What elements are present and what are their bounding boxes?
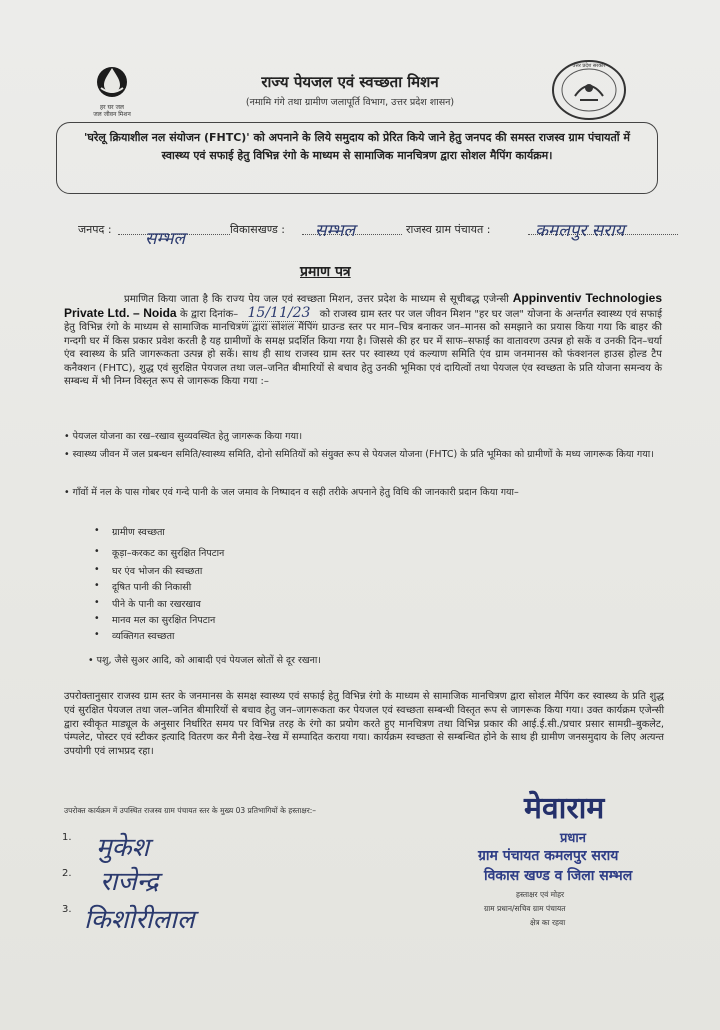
pradhan-signature: मेवाराम (524, 791, 605, 826)
participants-note: उपरोक्त कार्यक्रम में उपस्थित राजस्व ग्राम पंचायत स्तर के मुख्य 03 प्रतिभागियों के हस्ताक्षर:– (64, 806, 317, 815)
vikaskhand-value: सम्भल (315, 221, 356, 241)
p1-rest: को राजस्व ग्राम स्तर पर जल जीवन मिशन "हर घर जल" योजना के अन्तर्गत स्वास्थ्य एवं सफाई हेतु विभिन्न रंगो के माध्यम से सामाजिक मानचित्रण द्वारा सोशल मैपिंग ग्राउन्ड स्तर पर मान–चित्र बनाकर जन–मानस को समझाने का प्रयास किया गया कि बाहर की गन्दगी घर में किस प्रकार प्रवेश करती है यह ग्रामीणों के समक्ष प्रदर्शित किया गया है। जिससे की हर घर में साफ–सफाई का वातावरण उत्पन्न हो सकें व उनकी दिन–चर्या एंव स्वास्थ्य के प्रति जागरूकता उत्पन्न हो सकें। साथ ही साथ राजस्व ग्राम स्तर पर स्वास्थ्य एवं कल्याण समिति एंव ग्राम जनमानस को फंक्शनल हाउस होल्ड टैप कनैक्शन (FHTC), शुद्ध एवं सुरक्षित पेयजल तथा जल–जनित बीमारियों से बचाव हेतु उनकी भूमिका एवं दायित्वों तथा पेयजल एंव स्वच्छता के प्रति योजना समन्वय के सम्बन्ध में भी निम्न विस्तृत रूप से जागरूक किया गया :– (64, 308, 662, 387)
sub-item: • व्यक्तिगत स्वच्छता (112, 629, 175, 642)
gram-panchayat-label: राजस्व ग्राम पंचायत : (406, 223, 491, 236)
sub-item: • मानव मल का सुरक्षित निपटान (112, 613, 215, 626)
stamp-line-1: प्रधान (560, 831, 586, 846)
bullet-2: • स्वास्थ्य जीवन में जल प्रबन्धन समिति/स्वास्थ्य समिति, दोनो समितियों को संयुक्त रूप से पेयजल योजना (FHTC) के प्रति भूमिका को ग्रामीणों के मध्य जागरूक किया गया। (64, 449, 654, 460)
water-drop-icon (92, 62, 132, 100)
page-subtitle: (नमामि गंगे तथा ग्रामीण जलापूर्ति विभाग, उत्तर प्रदेश शासन) (245, 97, 455, 108)
janpad-value: सम्भल (145, 229, 186, 249)
sub-item: • ग्रामीण स्वच्छता (112, 525, 165, 538)
agency-name: Appinventiv Technologies Private Ltd. – Noida (64, 291, 663, 320)
p1-start: प्रमाणित किया जाता है कि राज्य पेय जल एवं स्वच्छता मिशन, उत्तर प्रदेश के माध्यम से सूचीबद्ध एजेन्सी (124, 294, 509, 305)
logo-left-caption: हर घर जल जल जीवन मिशन (93, 104, 131, 118)
paragraph-summary: उपरोक्तानुसार राजस्व ग्राम स्तर के जनमानस के समक्ष स्वास्थ्य एवं सफाई हेतु विभिन्न रंगो के माध्यम से सामाजिक मानचित्रण द्वारा सोशल मैपिंग कर स्वास्थ्य के प्रति शुद्ध एवं सुरक्षित पेयजल तथा जल–जनित बीमारियों से बचाव हेतु जन–जागरूकता कर पेयजल एवं स्वच्छता सम्बन्धी विस्तृत रूप से जागरूक किया गया। उक्त कार्यक्रम एजेन्सी द्वारा स्वीकृत माड्यूल के अनुसार निर्धारित समय पर विभिन्न तरह के रंगो का प्रयोग करते हुए मानचित्रण तथा विभिन्न प्रकार की आई.ई.सी./प्रचार प्रसार सामग्री–बुकलेट, पंम्पलेट, पोस्टर एवं स्टीकर इत्यादि वितरण कर मैनी देख–रेख में सम्पादित कराया गया। कार्यक्रम स्वच्छता से सम्बन्धित होने के साथ ही ग्रामीण जनसमुदाय के लिए अत्यन्त उपयोगी एवं लाभप्रद रहा। (64, 691, 664, 758)
sub-item: • दूषित पानी की निकासी (112, 580, 191, 593)
sub-item: • पीने के पानी का रखरखाव (112, 597, 201, 610)
stamp-line-2: ग्राम पंचायत कमलपुर सराय (478, 848, 619, 864)
sub-item: • कूड़ा–करकट का सुरक्षित निपटान (112, 546, 224, 559)
date-value: 15/11/23 (242, 305, 317, 322)
stamp-line-3: विकास खण्ड व जिला सम्भल (484, 868, 633, 884)
state-emblem (550, 58, 628, 122)
date-label: के द्वारा दिनांक– (179, 308, 239, 320)
vikaskhand-label: विकासखण्ड : (230, 223, 286, 236)
janpad-label: जनपद : (78, 223, 112, 236)
bullet-3: • गाँवों में नल के पास गोबर एवं गन्दे पानी के जल जमाव के निष्पादन व सही तरीके अपनाने हेतु विधि की जानकारी प्रदान किया गया– (64, 487, 519, 498)
participant-signature-2: राजेन्द्र (100, 867, 159, 897)
sig-number-1: 1. (62, 832, 72, 843)
sig-number-2: 2. (62, 868, 72, 879)
program-title-box: 'घरेलू क्रियाशील नल संयोजन (FHTC)' को अपनाने के लिये समुदाय को प्रेरित किये जाने हेतु जनपद की समस्त राजस्व ग्राम पंचायतों में स्वास्थ्य एवं सफाई हेतु विभिन्न रंगो के माध्यम से सामाजिक मानचित्रण द्वारा सोशल मैपिंग कार्यक्रम। (56, 122, 658, 194)
bullet-4: • पशु, जैसे सुअर आदि, को आबादी एवं पेयजल स्रोतों से दूर रखना। (88, 655, 321, 666)
paragraph-main (64, 292, 662, 389)
sub-item: • घर एंव भोजन की स्वच्छता (112, 564, 202, 577)
bullet-1: • पेयजल योजना का रख–रखाव सुव्यवस्थित हेतु जागरूक किया गया। (64, 431, 303, 442)
sign-note-1: हस्ताक्षर एवं मोहर (516, 890, 565, 899)
sign-note-3: क्षेत्र का रहवा (530, 918, 566, 927)
location-fields (70, 218, 690, 252)
participant-signature-1: मुकेश (96, 833, 150, 863)
certificate-title: प्रमाण पत्र (300, 264, 351, 280)
page-title: राज्य पेयजल एवं स्वच्छता मिशन (261, 73, 439, 91)
sign-note-2: ग्राम प्रधान/सचिव ग्राम पंचायत (484, 904, 566, 913)
gram-panchayat-value: कमलपुर सराय (535, 221, 625, 241)
sig-number-3: 3. (62, 904, 72, 915)
jal-jeevan-logo (82, 62, 142, 118)
participant-signature-3: किशोरीलाल (84, 905, 195, 935)
state-emblem-caption: उत्तर प्रदेश सरकार (572, 63, 606, 69)
